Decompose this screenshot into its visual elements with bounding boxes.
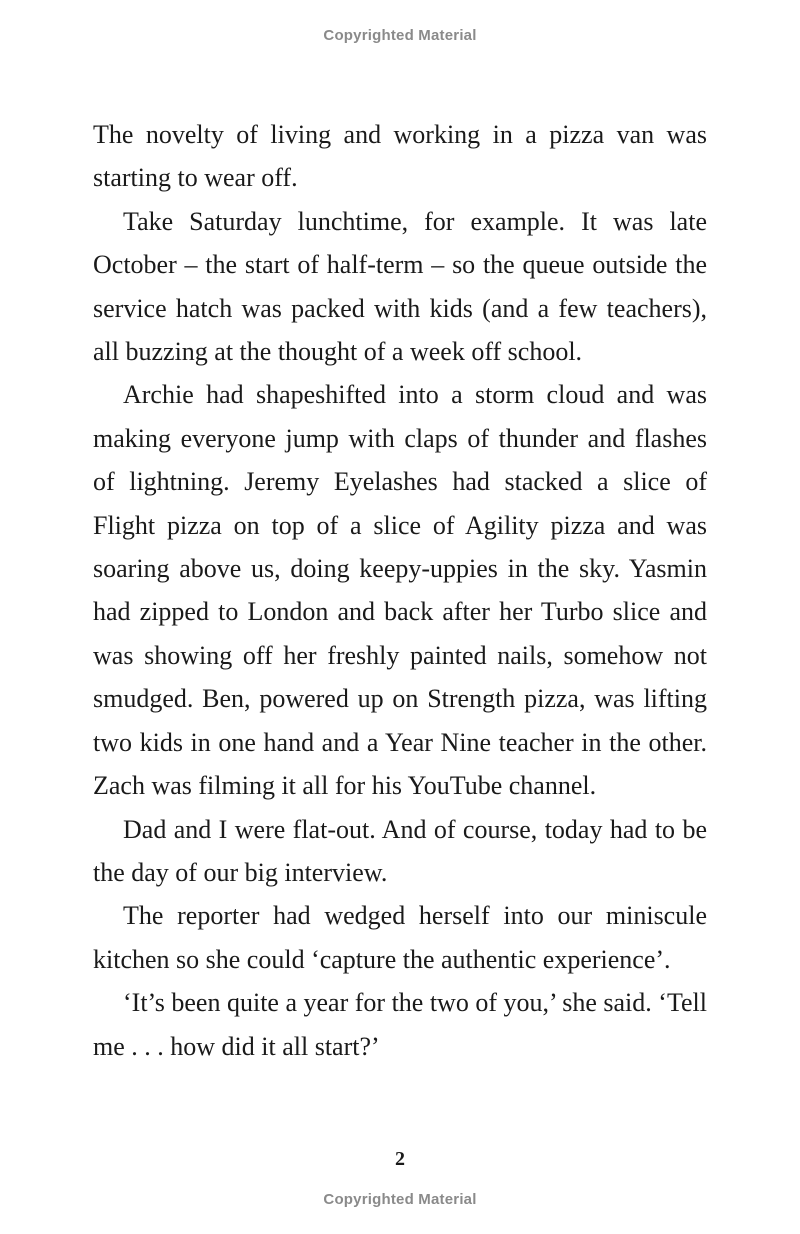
copyright-watermark-bottom: Copyrighted Material xyxy=(323,1191,477,1208)
paragraph: The reporter had wedged herself into our miniscule kitchen so she could ‘capture the authentic experience’. xyxy=(93,901,707,974)
paragraph: ‘It’s been quite a year for the two of you,’ she said. ‘Tell me . . . how did it all start?’ xyxy=(93,988,707,1061)
page-body xyxy=(93,113,707,1068)
page-number: 2 xyxy=(395,1148,405,1170)
paragraph: Dad and I were flat-out. And of course, today had to be the day of our big interview. xyxy=(93,814,707,887)
paragraph: Archie had shapeshifted into a storm cloud and was making everyone jump with claps of thunder and flashes of lightning. Jeremy Eyelashes had stacked a slice of Flight pizza on top of a slice of Agility pizza and was soaring above us, doing keepy-uppies in the sky. Yasmin had zipped to London and back after her Turbo slice and was showing off her freshly painted nails, somehow not smudged. Ben, powered up on Strength pizza, was lifting two kids in one hand and a Year Nine teacher in the other. Zach was filming it all for his YouTube channel. xyxy=(93,380,707,801)
paragraph: The novelty of living and working in a pizza van was starting to wear off. xyxy=(93,120,707,193)
paragraph: Take Saturday lunchtime, for example. It was late October – the start of half-term – so the queue outside the service hatch was packed with kids (and a few teachers), all buzzing at the thought of a week off school. xyxy=(93,206,707,367)
copyright-watermark-top: Copyrighted Material xyxy=(323,27,477,44)
